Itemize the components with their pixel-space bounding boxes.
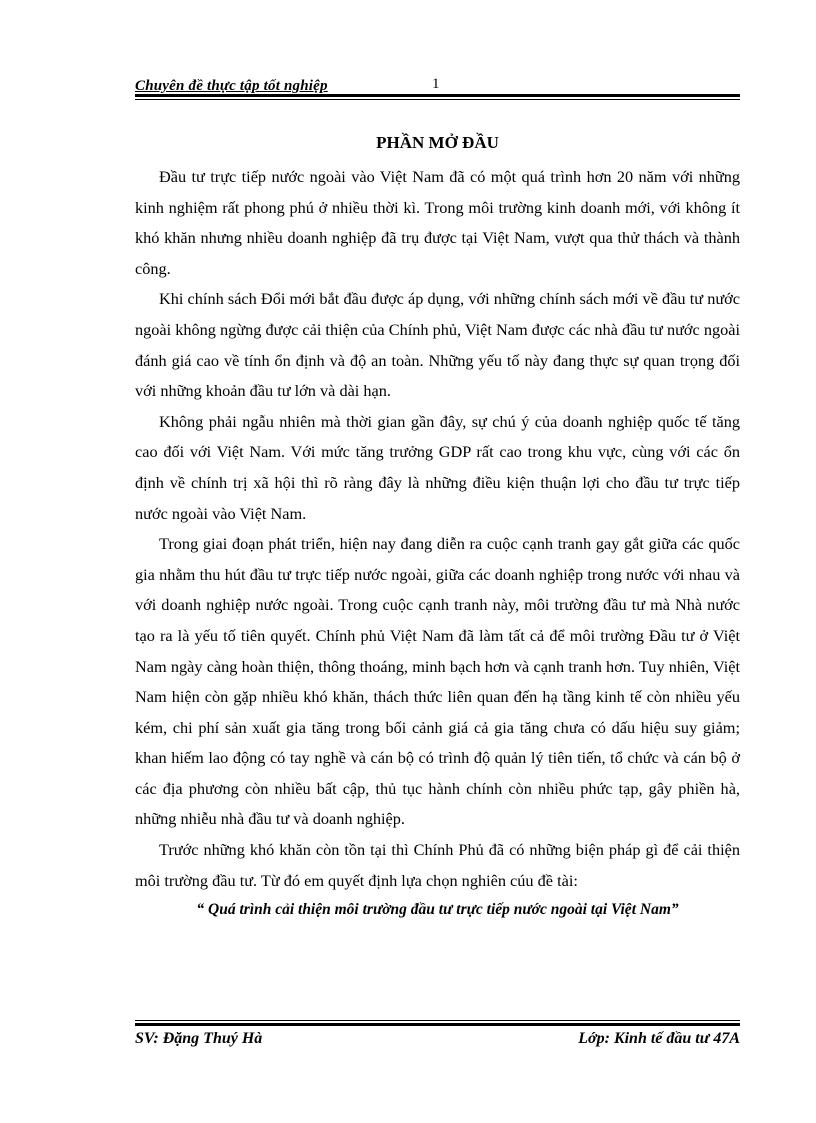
paragraph-1: Đầu tư trực tiếp nước ngoài vào Việt Nam đã có một quá trình hơn 20 năm với những kinh nghiệm rất phong phú ở nhiều thời kì. Trong môi trường kinh doanh mới, với không ít khó khăn nhưng nhiều doanh nghiệp đã trụ được tại Việt Nam, vượt qua thử thách và thành công.	[135, 167, 740, 278]
header-rule-thin	[135, 99, 740, 100]
page-footer	[135, 1020, 740, 1060]
page-header	[135, 76, 740, 98]
document-body	[135, 130, 740, 924]
footer-rule	[135, 1023, 740, 1026]
header-rule	[135, 94, 740, 97]
paragraph-2: Khi chính sách Đổi mới bắt đầu được áp dụng, với những chính sách mới về đầu tư nước ngoài không ngừng được cải thiện của Chính phủ, Việt Nam được các nhà đầu tư nước ngoài đánh giá cao về tính ổn định và độ an toàn. Những yếu tố này đang thực sự quan trọng đối với những khoản đầu tư lớn và dài hạn.	[135, 289, 740, 401]
page-number: 1	[432, 76, 440, 92]
footer-rule-thin	[135, 1020, 740, 1021]
student-name: SV: Đặng Thuý Hà	[135, 1030, 263, 1047]
paragraph-4: Trong giai đoạn phát triển, hiện nay đang diễn ra cuộc cạnh tranh gay gắt giữa các quốc gia nhằm thu hút đầu tư trực tiếp nước ngoài, giữa các doanh nghiệp trong nước với nhau và với doanh nghiệp nước ngoài. Trong cuộc cạnh tranh này, môi trường đầu tư mà Nhà nước tạo ra là yếu tố tiên quyết. Chính phủ Việt Nam đã làm tất cả để môi trường Đầu tư ở Việt Nam ngày càng hoàn thiện, thông thoáng, minh bạch hơn và cạnh tranh hơn. Tuy nhiên, Việt Nam hiện còn gặp nhiều khó khăn, thách thức liên quan đến hạ tầng kinh tế còn nhiều yếu kém, chi phí sản xuất gia tăng trong bối cảnh giá cả gia tăng chưa có dấu hiệu suy giảm; khan hiếm lao động có tay nghề và cán bộ có trình độ quản lý tiên tiến, tổ chức và cán bộ ở các địa phương còn nhiều bất cập, thủ tục hành chính còn nhiều phức tạp, gây phiền hà, những nhiễu nhà đầu tư và doanh nghiệp.	[135, 534, 740, 829]
paragraph-3: Không phải ngẫu nhiên mà thời gian gần đây, sự chú ý của doanh nghiệp quốc tế tăng cao đối với Việt Nam. Với mức tăng trưởng GDP rất cao trong khu vực, cùng với các ổn định về chính trị xã hội thì rõ ràng đây là những điều kiện thuận lợi cho đầu tư trực tiếp nước ngoài vào Việt Nam.	[135, 411, 740, 523]
class-name: Lớp: Kinh tế đầu tư 47A	[578, 1030, 740, 1047]
section-heading: PHẦN MỞ ĐẦU	[376, 133, 499, 152]
thesis-topic: “ Quá trình cải thiện môi trường đầu tư trực tiếp nước ngoài tại Việt Nam”	[196, 901, 679, 919]
header-title: Chuyên đề thực tập tốt nghiệp	[135, 78, 328, 94]
paragraph-5: Trước những khó khăn còn tồn tại thì Chính Phủ đã có những biện pháp gì để cải thiện môi trường đầu tư. Từ đó em quyết định lựa chọn nghiên cúu đề tài:	[135, 840, 740, 890]
